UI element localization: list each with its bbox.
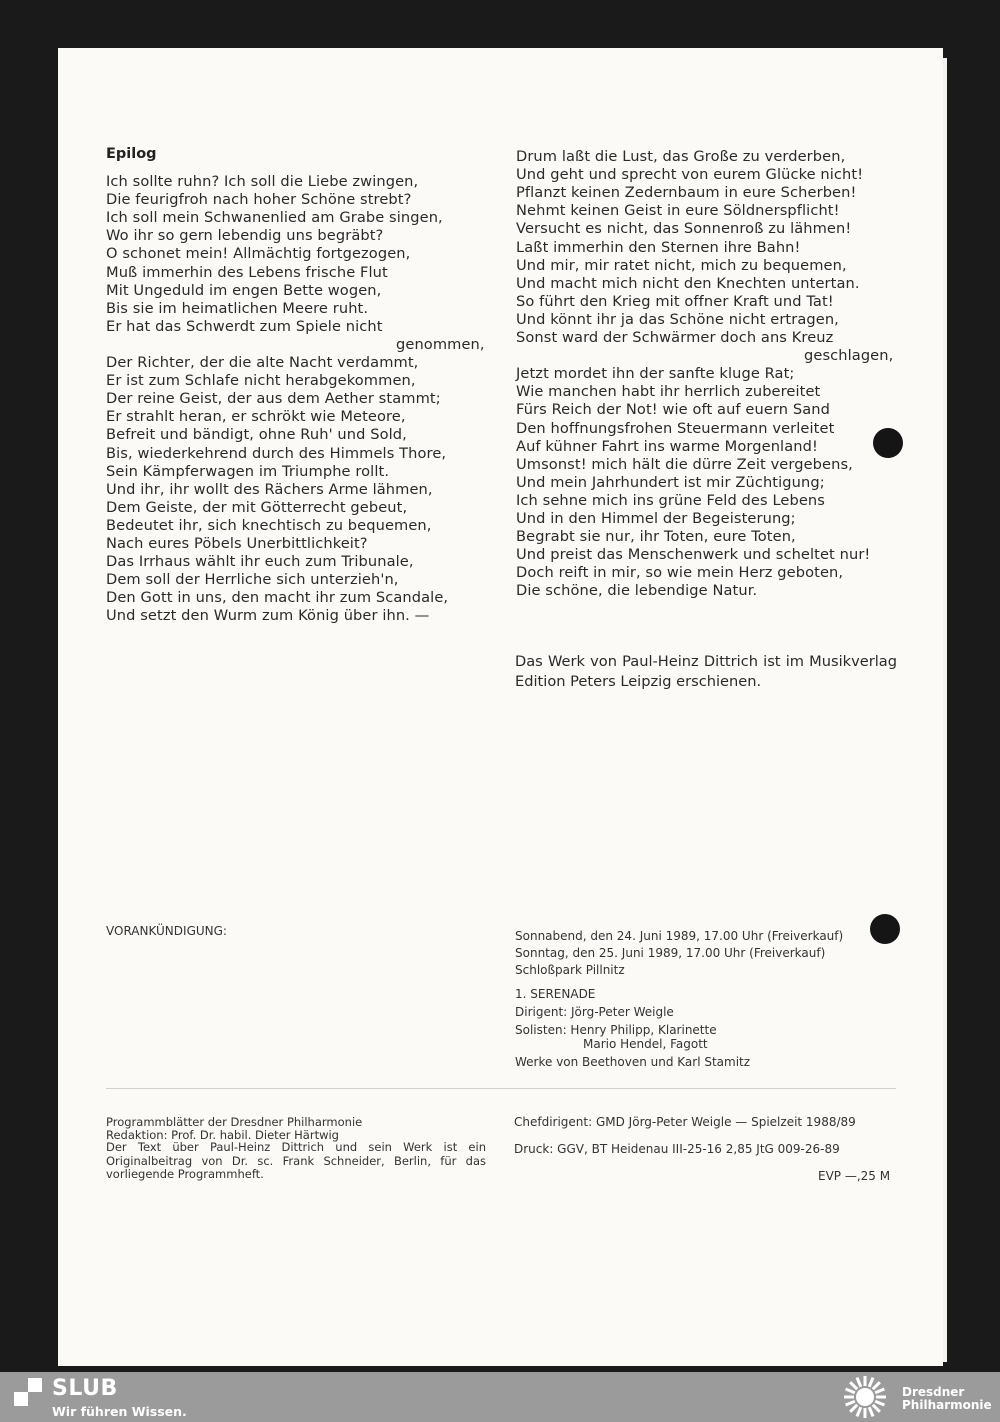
poem-line: Jetzt mordet ihn der sanfte kluge Rat; <box>516 365 795 383</box>
logo-ray <box>857 1407 861 1416</box>
poem-heading: Epilog <box>106 146 157 162</box>
announcement-title: 1. SERENADE <box>515 987 596 1001</box>
slub-tagline: Wir führen Wissen. <box>52 1404 187 1419</box>
poem-line: Der Richter, der die alte Nacht verdammt, <box>106 354 419 371</box>
poem-line: Nach eures Pöbels Unerbittlichkeit? <box>106 535 368 552</box>
poem-line: Und geht und sprecht von eurem Glücke nicht! <box>516 166 864 184</box>
philharmonie-logo-icon <box>840 1374 890 1420</box>
announcement-soloists-2: Mario Hendel, Fagott <box>583 1037 708 1051</box>
poem-line: Ich sollte ruhn? Ich soll die Liebe zwingen, <box>106 173 419 190</box>
logo-ray <box>857 1378 861 1387</box>
logo-ray <box>873 1382 880 1389</box>
poem-line: Sein Kämpferwagen im Triumphe rollt. <box>106 462 390 480</box>
poem-line: Und könnt ihr ja das Schöne nicht ertragen, <box>516 310 839 328</box>
logo-ray <box>846 1401 855 1405</box>
poem-line: Auf kühner Fahrt ins warme Morgenland! <box>516 437 818 455</box>
poem-line: Pflanzt keinen Zedernbaum in eure Scherben! <box>516 184 857 202</box>
announcement-venue: Schloßpark Pillnitz <box>515 963 625 977</box>
logo-ray <box>850 1382 857 1389</box>
poem-line: Begrabt sie nur, ihr Toten, eure Toten, <box>516 528 796 546</box>
poem-line: Wo ihr so gern lebendig uns begräbt? <box>106 227 384 245</box>
poem-line: Wie manchen habt ihr herrlich zubereitet <box>516 383 821 401</box>
poem-line: Er ist zum Schlafe nicht herabgekommen, <box>106 372 416 390</box>
punch-hole-upper <box>873 428 903 458</box>
announcement-soloists-1: Solisten: Henry Philipp, Klarinette <box>515 1023 717 1037</box>
poem-line: Drum laßt die Lust, das Große zu verderben, <box>516 148 846 165</box>
partner-name-line-1: Dresdner <box>902 1385 965 1399</box>
poem-line: Und preist das Menschenwerk und scheltet nur! <box>516 546 871 564</box>
logo-ray <box>869 1407 873 1416</box>
poem-line: Das Irrhaus wählt ihr euch zum Tribunale, <box>106 553 414 571</box>
poem-line: Die schöne, die lebendige Natur. <box>516 582 758 600</box>
poem-line: Er hat das Schwerdt zum Spiele nicht <box>106 317 383 335</box>
poem-line: Den hoffnungsfrohen Steuermann verleitet <box>516 419 835 437</box>
poem-line: geschlagen, <box>804 347 894 365</box>
poem-line: Bis sie im heimatlichen Meere ruht. <box>106 299 369 317</box>
section-divider <box>106 1088 896 1089</box>
poem-line: Ich soll mein Schwanenlied am Grabe singen, <box>106 209 443 227</box>
poem-line: Versucht es nicht, das Sonnenroß zu lähmen! <box>516 220 852 238</box>
poem-line: Ich sehne mich ins grüne Feld des Lebens <box>516 491 825 509</box>
logo-ray <box>875 1401 884 1405</box>
poem-line: Nehmt keinen Geist in eure Söldnerspflicht! <box>516 202 840 220</box>
poem-line: Den Gott in uns, den macht ihr zum Scandale, <box>106 589 449 607</box>
announcement-date-2: Sonntag, den 25. Juni 1989, 17.00 Uhr (Freiverkauf) <box>515 946 826 960</box>
poem-line: Bedeutet ihr, sich knechtisch zu bequemen, <box>106 516 432 534</box>
poem-line: Fürs Reich der Not! wie oft auf euern Sand <box>516 401 830 419</box>
poem-line: Sonst ward der Schwärmer doch ans Kreuz <box>516 329 834 346</box>
poem-line: Er strahlt heran, er schrökt wie Meteore, <box>106 408 406 426</box>
poem-line: genommen, <box>396 335 485 353</box>
logo-ray <box>873 1405 880 1412</box>
poem-line: Der reine Geist, der aus dem Aether stammt; <box>106 390 441 408</box>
announcement-date-1: Sonnabend, den 24. Juni 1989, 17.00 Uhr (Freiverkauf) <box>515 929 844 943</box>
punch-hole-lower <box>870 914 900 944</box>
poem-line: So führt den Krieg mit offner Kraft und Tat! <box>516 292 834 310</box>
chief-conductor-line: Chefdirigent: GMD Jörg-Peter Weigle — Spielzeit 1988/89 <box>514 1115 856 1129</box>
logo-ray <box>869 1378 873 1387</box>
poem-line: Mit Ungeduld im engen Bette wogen, <box>106 281 382 299</box>
colophon-line-1: Programmblätter der Dresdner Philharmonie <box>106 1115 363 1129</box>
colophon-line-2: Redaktion: Prof. Dr. habil. Dieter Härtwig <box>106 1128 339 1142</box>
colophon-line-3: Der Text über Paul-Heinz Dittrich und sein Werk ist ein Originalbeitrag von Dr. sc. Frank Schneider, Berlin, für das vorliegende Programmheft. <box>106 1140 486 1181</box>
price-line: EVP —,25 M <box>818 1169 891 1183</box>
poem-line: Doch reift in mir, so wie mein Herz geboten, <box>516 564 844 582</box>
poem-line: Dem soll der Herrliche sich unterzieh'n, <box>106 571 399 589</box>
slub-title: SLUB <box>52 1376 118 1401</box>
logo-ray <box>875 1389 884 1393</box>
partner-name <box>902 1386 992 1412</box>
poem-line: Dem Geiste, der mit Götterrecht gebeut, <box>106 498 408 516</box>
announcement-conductor: Dirigent: Jörg-Peter Weigle <box>515 1005 674 1019</box>
publisher-note: Das Werk von Paul-Heinz Dittrich ist im Musikverlag Edition Peters Leipzig erschienen. <box>515 653 897 690</box>
announcement-works: Werke von Beethoven und Karl Stamitz <box>515 1055 751 1069</box>
poem-line: Und mein Jahrhundert ist mir Züchtigung; <box>516 473 825 491</box>
poem-line: Befreit und bändigt, ohne Ruh' und Sold, <box>106 426 407 444</box>
poem-line: Bis, wiederkehrend durch des Himmels Thore, <box>106 444 447 462</box>
footer-bar <box>0 1372 1000 1422</box>
poem-line: Und ihr, ihr wollt des Rächers Arme lähmen, <box>106 480 433 498</box>
partner-name-line-2: Philharmonie <box>902 1398 992 1412</box>
poem-line: Laßt immerhin den Sternen ihre Bahn! <box>516 238 801 256</box>
poem-line: Die feurigfroh nach hoher Schöne strebt? <box>106 191 412 209</box>
poem-line: Muß immerhin des Lebens frische Flut <box>106 263 388 281</box>
logo-ray <box>850 1405 857 1412</box>
poem-line: Umsonst! mich hält die dürre Zeit vergebens, <box>516 455 853 473</box>
print-line: Druck: GGV, BT Heidenau III-25-16 2,85 JtG 009-26-89 <box>514 1142 840 1156</box>
poem-line: Und in den Himmel der Begeisterung; <box>516 510 796 527</box>
poem-line: Und mir, mir ratet nicht, mich zu bequemen, <box>516 256 847 274</box>
poem-line: Und macht mich nicht den Knechten untertan. <box>516 274 860 292</box>
poem-line: Und setzt den Wurm zum König über ihn. — <box>106 607 430 625</box>
slub-logo-icon <box>14 1378 42 1406</box>
poem-line: O schonet mein! Allmächtig fortgezogen, <box>106 245 411 263</box>
announcement-label: VORANKÜNDIGUNG: <box>106 924 227 938</box>
logo-ray <box>846 1389 855 1393</box>
